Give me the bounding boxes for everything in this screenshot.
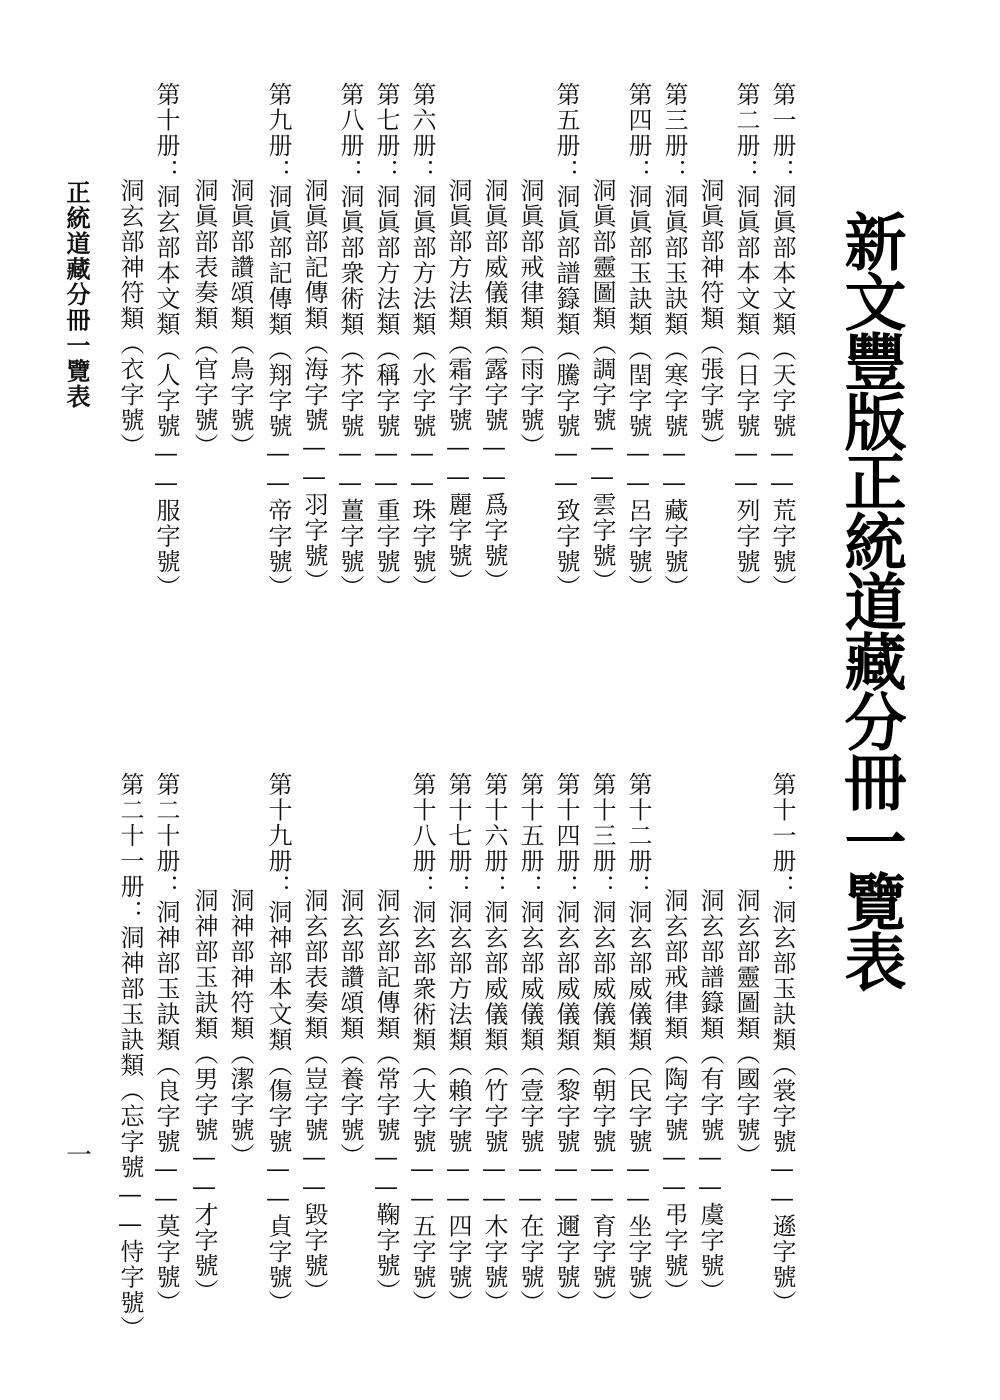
volume-entry: 第十七册：洞玄部方法類（賴字號——四字號） (444, 772, 472, 1316)
volume-entry: 第五册：洞眞部譜籙類（騰字號——致字號） (552, 82, 580, 600)
volume-entry: 洞眞部表奏類（官字號） (190, 178, 218, 459)
volume-entry: 第十五册：洞玄部威儀類（壹字號——在字號） (516, 772, 544, 1316)
page-number: 一 (66, 1141, 93, 1171)
volume-entry: 第二十一册：洞神部玉訣類（忘字號——恃字號） (116, 772, 144, 1341)
volume-entry: 洞眞部讚頌類（鳥字號） (226, 178, 254, 459)
volume-entry: 洞眞部神符類（張字號） (696, 178, 724, 459)
volume-entry: 洞玄部譜籙類（有字號——虞字號） (696, 888, 724, 1304)
volume-entry: 洞玄部靈圖類（國字號） (732, 888, 760, 1169)
volume-entry: 第一册：洞眞部本文類（天字號——荒字號） (768, 82, 796, 600)
volume-entry: 第十八册：洞玄部衆術類（大字號——五字號） (408, 772, 436, 1316)
volume-entry: 第二册：洞眞部本文類（日字號——列字號） (732, 82, 760, 600)
volume-entry: 洞眞部記傳類（海字號——羽字號） (300, 178, 328, 594)
volume-entry: 第九册：洞眞部記傳類（翔字號——帝字號） (264, 82, 292, 600)
volume-entry: 第四册：洞眞部玉訣類（閏字號——呂字號） (624, 82, 652, 600)
volume-entry: 洞玄部讚頌類（養字號） (336, 888, 364, 1169)
volume-entry: 第十二册：洞玄部威儀類（民字號——坐字號） (624, 772, 652, 1316)
volume-entry: 第十九册：洞神部本文類（傷字號——貞字號） (264, 772, 292, 1316)
volume-entry: 洞眞部威儀類（露字號——爲字號） (480, 178, 508, 594)
volume-entry: 洞眞部戒律類（雨字號） (516, 178, 544, 459)
volume-entry: 洞神部神符類（潔字號） (226, 888, 254, 1169)
volume-entry: 第三册：洞眞部玉訣類（寒字號——藏字號） (660, 82, 688, 600)
running-footer: 正統道藏分冊一覽表 (62, 180, 91, 410)
volume-entry: 洞玄部表奏類（豈字號——毀字號） (300, 888, 328, 1304)
volume-entry: 第八册：洞眞部衆術類（芥字號——薑字號） (336, 82, 364, 600)
volume-entry: 第十四册：洞玄部威儀類（黎字號——邇字號） (552, 772, 580, 1316)
volume-entry: 第六册：洞眞部方法類（水字號——珠字號） (408, 82, 436, 600)
volume-entry: 第十册：洞玄部本文類（人字號——服字號） (152, 82, 180, 600)
volume-entry: 洞神部玉訣類（男字號——才字號） (190, 888, 218, 1304)
volume-entry: 洞玄部神符類（衣字號） (116, 178, 144, 459)
page-title: 新文豐版正統道藏分冊一覽表 (834, 210, 907, 990)
volume-entry: 第十六册：洞玄部威儀類（竹字號——木字號） (480, 772, 508, 1316)
volume-entry: 洞玄部記傳類（常字號——鞠字號） (372, 888, 400, 1304)
volume-entry: 洞眞部靈圖類（調字號——雲字號） (588, 178, 616, 594)
volume-entry: 洞玄部戒律類（陶字號——弔字號） (660, 888, 688, 1304)
volume-entry: 第十三册：洞玄部威儀類（朝字號——育字號） (588, 772, 616, 1316)
volume-entry: 洞眞部方法類（霜字號——麗字號） (444, 178, 472, 594)
volume-entry: 第二十册：洞神部玉訣類（良字號——莫字號） (152, 772, 180, 1316)
volume-entry: 第七册：洞眞部方法類（稱字號——重字號） (372, 82, 400, 600)
volume-entry: 第十一册：洞玄部玉訣類（裳字號——遜字號） (768, 772, 796, 1316)
